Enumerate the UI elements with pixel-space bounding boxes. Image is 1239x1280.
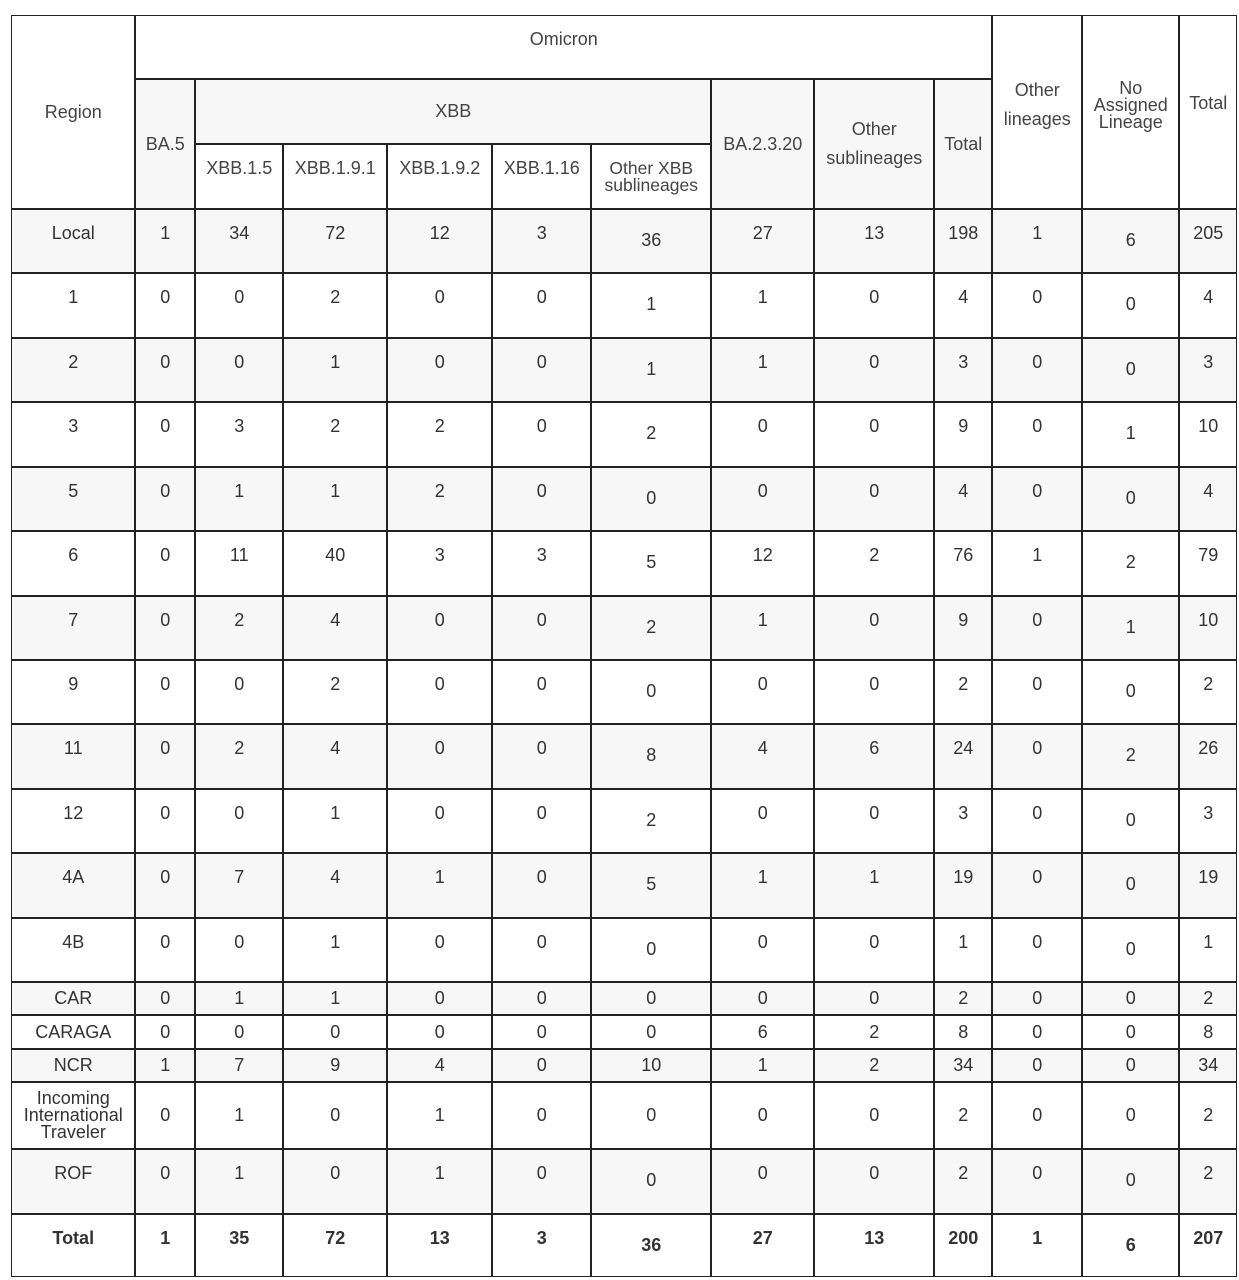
cell-other-sublineages: 0 bbox=[814, 402, 934, 467]
cell-region: 1 bbox=[11, 273, 135, 338]
cell-no-assigned-lineage: 0 bbox=[1082, 1149, 1179, 1214]
cell-xbb-1-5: 1 bbox=[195, 1082, 283, 1149]
cell-other-lineages: 1 bbox=[992, 209, 1082, 273]
cell-total: 2 bbox=[1179, 1149, 1237, 1214]
cell-ba-2-3-20: 1 bbox=[711, 273, 814, 338]
cell-total: 10 bbox=[1179, 402, 1237, 467]
cell-total: 79 bbox=[1179, 531, 1237, 596]
cell-xbb-1-9-1: 40 bbox=[283, 531, 387, 596]
cell-total: 2 bbox=[1179, 1082, 1237, 1149]
cell-ba-2-3-20: 12 bbox=[711, 531, 814, 596]
cell-total: 3 bbox=[1179, 338, 1237, 402]
cell-other-sublineages: 2 bbox=[814, 531, 934, 596]
cell-total: 3 bbox=[1179, 789, 1237, 853]
cell-total: 2 bbox=[1179, 982, 1237, 1015]
cell-other-lineages: 0 bbox=[992, 1082, 1082, 1149]
cell-ba-2-3-20: 0 bbox=[711, 660, 814, 724]
cell-other-sublineages: 0 bbox=[814, 338, 934, 402]
cell-no-assigned-lineage: 1 bbox=[1082, 596, 1179, 660]
cell-no-assigned-lineage: 0 bbox=[1082, 982, 1179, 1015]
cell-total: 8 bbox=[1179, 1015, 1237, 1049]
cell-total: 10 bbox=[1179, 596, 1237, 660]
cell-other-xbb: 2 bbox=[591, 789, 711, 853]
cell-region: ROF bbox=[11, 1149, 135, 1214]
header-total: Total bbox=[1179, 15, 1237, 209]
cell-xbb-1-9-2: 0 bbox=[387, 1015, 492, 1049]
cell-no-assigned-lineage: 0 bbox=[1082, 918, 1179, 982]
cell-xbb-1-9-2: 1 bbox=[387, 853, 492, 918]
cell-xbb-1-16: 0 bbox=[492, 853, 591, 918]
cell-region: 5 bbox=[11, 467, 135, 531]
cell-ba-2-3-20: 0 bbox=[711, 982, 814, 1015]
cell-omicron-total: 4 bbox=[934, 273, 992, 338]
cell-other-sublineages: 0 bbox=[814, 1082, 934, 1149]
cell-other-lineages: 0 bbox=[992, 338, 1082, 402]
header-xbb-1-5: XBB.1.5 bbox=[195, 144, 283, 209]
cell-omicron-total: 2 bbox=[934, 1082, 992, 1149]
header-no-assigned-lineage: No Assigned Lineage bbox=[1082, 15, 1179, 209]
cell-other-lineages: 0 bbox=[992, 853, 1082, 918]
cell-ba5: 0 bbox=[135, 918, 195, 982]
cell-omicron-total: 198 bbox=[934, 209, 992, 273]
cell-other-lineages: 0 bbox=[992, 982, 1082, 1015]
cell-other-xbb: 8 bbox=[591, 724, 711, 789]
cell-no-assigned-lineage: 0 bbox=[1082, 853, 1179, 918]
cell-ba-2-3-20: 1 bbox=[711, 596, 814, 660]
cell-no-assigned-lineage: 1 bbox=[1082, 402, 1179, 467]
cell-other-lineages: 0 bbox=[992, 1149, 1082, 1214]
cell-ba-2-3-20: 0 bbox=[711, 1149, 814, 1214]
cell-no-assigned-lineage: 0 bbox=[1082, 789, 1179, 853]
cell-omicron-total: 9 bbox=[934, 596, 992, 660]
cell-xbb-1-5: 34 bbox=[195, 209, 283, 273]
cell-xbb-1-9-2: 2 bbox=[387, 467, 492, 531]
cell-xbb-1-9-1: 1 bbox=[283, 918, 387, 982]
cell-region: 4A bbox=[11, 853, 135, 918]
cell-xbb-1-9-1: 0 bbox=[283, 1015, 387, 1049]
header-xbb-1-16: XBB.1.16 bbox=[492, 144, 591, 209]
cell-region: Total bbox=[11, 1214, 135, 1277]
cell-xbb-1-9-2: 0 bbox=[387, 338, 492, 402]
cell-xbb-1-16: 0 bbox=[492, 1082, 591, 1149]
cell-other-xbb: 2 bbox=[591, 596, 711, 660]
cell-ba-2-3-20: 1 bbox=[711, 853, 814, 918]
cell-xbb-1-16: 0 bbox=[492, 596, 591, 660]
cell-other-sublineages: 0 bbox=[814, 660, 934, 724]
cell-omicron-total: 24 bbox=[934, 724, 992, 789]
cell-xbb-1-9-1: 72 bbox=[283, 209, 387, 273]
cell-ba-2-3-20: 1 bbox=[711, 1049, 814, 1082]
cell-omicron-total: 2 bbox=[934, 660, 992, 724]
cell-xbb-1-9-2: 3 bbox=[387, 531, 492, 596]
cell-xbb-1-9-1: 72 bbox=[283, 1214, 387, 1277]
cell-no-assigned-lineage: 2 bbox=[1082, 724, 1179, 789]
cell-xbb-1-9-1: 4 bbox=[283, 724, 387, 789]
cell-no-assigned-lineage: 2 bbox=[1082, 531, 1179, 596]
cell-xbb-1-9-2: 0 bbox=[387, 273, 492, 338]
cell-ba-2-3-20: 0 bbox=[711, 467, 814, 531]
header-omicron: Omicron bbox=[135, 15, 992, 79]
cell-xbb-1-5: 0 bbox=[195, 273, 283, 338]
cell-region: Incoming International Traveler bbox=[11, 1082, 135, 1149]
cell-region: 3 bbox=[11, 402, 135, 467]
cell-ba5: 0 bbox=[135, 467, 195, 531]
cell-ba-2-3-20: 0 bbox=[711, 1082, 814, 1149]
cell-ba5: 0 bbox=[135, 531, 195, 596]
cell-other-lineages: 0 bbox=[992, 1015, 1082, 1049]
cell-ba5: 1 bbox=[135, 1214, 195, 1277]
cell-xbb-1-9-2: 0 bbox=[387, 724, 492, 789]
cell-region: CARAGA bbox=[11, 1015, 135, 1049]
cell-xbb-1-9-2: 12 bbox=[387, 209, 492, 273]
cell-no-assigned-lineage: 0 bbox=[1082, 1082, 1179, 1149]
cell-xbb-1-16: 0 bbox=[492, 467, 591, 531]
cell-xbb-1-16: 0 bbox=[492, 724, 591, 789]
cell-xbb-1-9-1: 9 bbox=[283, 1049, 387, 1082]
cell-other-xbb: 36 bbox=[591, 1214, 711, 1277]
cell-total: 1 bbox=[1179, 918, 1237, 982]
cell-xbb-1-16: 3 bbox=[492, 531, 591, 596]
cell-xbb-1-16: 0 bbox=[492, 402, 591, 467]
cell-ba-2-3-20: 1 bbox=[711, 338, 814, 402]
cell-xbb-1-9-1: 1 bbox=[283, 789, 387, 853]
cell-xbb-1-5: 7 bbox=[195, 853, 283, 918]
cell-no-assigned-lineage: 0 bbox=[1082, 338, 1179, 402]
cell-region: 9 bbox=[11, 660, 135, 724]
cell-omicron-total: 2 bbox=[934, 982, 992, 1015]
cell-omicron-total: 200 bbox=[934, 1214, 992, 1277]
cell-xbb-1-9-1: 4 bbox=[283, 853, 387, 918]
cell-ba-2-3-20: 6 bbox=[711, 1015, 814, 1049]
cell-ba5: 1 bbox=[135, 209, 195, 273]
cell-ba5: 0 bbox=[135, 1015, 195, 1049]
cell-other-sublineages: 0 bbox=[814, 467, 934, 531]
header-region: Region bbox=[11, 15, 135, 209]
cell-no-assigned-lineage: 6 bbox=[1082, 209, 1179, 273]
header-other-lineages: Other lineages bbox=[992, 15, 1082, 209]
cell-other-xbb: 2 bbox=[591, 402, 711, 467]
cell-xbb-1-5: 11 bbox=[195, 531, 283, 596]
cell-region: 7 bbox=[11, 596, 135, 660]
cell-total: 4 bbox=[1179, 467, 1237, 531]
cell-no-assigned-lineage: 0 bbox=[1082, 467, 1179, 531]
header-omicron-total: Total bbox=[934, 79, 992, 209]
cell-xbb-1-9-1: 2 bbox=[283, 402, 387, 467]
cell-ba5: 0 bbox=[135, 338, 195, 402]
cell-xbb-1-9-1: 1 bbox=[283, 338, 387, 402]
cell-no-assigned-lineage: 0 bbox=[1082, 1049, 1179, 1082]
cell-xbb-1-5: 3 bbox=[195, 402, 283, 467]
cell-xbb-1-16: 3 bbox=[492, 209, 591, 273]
cell-omicron-total: 2 bbox=[934, 1149, 992, 1214]
cell-ba-2-3-20: 4 bbox=[711, 724, 814, 789]
cell-region: 6 bbox=[11, 531, 135, 596]
cell-other-lineages: 0 bbox=[992, 1049, 1082, 1082]
cell-total: 207 bbox=[1179, 1214, 1237, 1277]
cell-ba5: 0 bbox=[135, 402, 195, 467]
cell-other-lineages: 0 bbox=[992, 273, 1082, 338]
cell-total: 34 bbox=[1179, 1049, 1237, 1082]
header-other-sublineages: Other sublineages bbox=[814, 79, 934, 209]
cell-other-lineages: 0 bbox=[992, 596, 1082, 660]
cell-no-assigned-lineage: 6 bbox=[1082, 1214, 1179, 1277]
cell-ba5: 0 bbox=[135, 596, 195, 660]
cell-other-xbb: 0 bbox=[591, 660, 711, 724]
cell-ba5: 0 bbox=[135, 724, 195, 789]
cell-xbb-1-5: 0 bbox=[195, 1015, 283, 1049]
cell-xbb-1-9-1: 2 bbox=[283, 273, 387, 338]
cell-xbb-1-9-2: 1 bbox=[387, 1149, 492, 1214]
cell-region: 4B bbox=[11, 918, 135, 982]
cell-xbb-1-5: 0 bbox=[195, 918, 283, 982]
cell-ba-2-3-20: 27 bbox=[711, 209, 814, 273]
cell-other-xbb: 0 bbox=[591, 1082, 711, 1149]
cell-no-assigned-lineage: 0 bbox=[1082, 1015, 1179, 1049]
cell-no-assigned-lineage: 0 bbox=[1082, 273, 1179, 338]
cell-other-sublineages: 6 bbox=[814, 724, 934, 789]
cell-xbb-1-5: 1 bbox=[195, 1149, 283, 1214]
cell-other-lineages: 0 bbox=[992, 918, 1082, 982]
cell-xbb-1-5: 0 bbox=[195, 338, 283, 402]
cell-ba-2-3-20: 0 bbox=[711, 918, 814, 982]
cell-omicron-total: 34 bbox=[934, 1049, 992, 1082]
cell-xbb-1-16: 0 bbox=[492, 1049, 591, 1082]
cell-xbb-1-5: 0 bbox=[195, 789, 283, 853]
cell-ba5: 0 bbox=[135, 853, 195, 918]
cell-omicron-total: 1 bbox=[934, 918, 992, 982]
cell-xbb-1-5: 1 bbox=[195, 982, 283, 1015]
cell-xbb-1-5: 0 bbox=[195, 660, 283, 724]
cell-xbb-1-9-2: 0 bbox=[387, 918, 492, 982]
cell-other-sublineages: 2 bbox=[814, 1015, 934, 1049]
cell-xbb-1-16: 0 bbox=[492, 660, 591, 724]
cell-other-lineages: 1 bbox=[992, 531, 1082, 596]
cell-xbb-1-16: 3 bbox=[492, 1214, 591, 1277]
header-xbb-1-9-2: XBB.1.9.2 bbox=[387, 144, 492, 209]
cell-other-lineages: 1 bbox=[992, 1214, 1082, 1277]
cell-xbb-1-9-2: 0 bbox=[387, 789, 492, 853]
cell-ba-2-3-20: 0 bbox=[711, 402, 814, 467]
cell-xbb-1-9-2: 0 bbox=[387, 660, 492, 724]
cell-ba5: 0 bbox=[135, 1149, 195, 1214]
cell-region: CAR bbox=[11, 982, 135, 1015]
cell-other-sublineages: 0 bbox=[814, 596, 934, 660]
cell-xbb-1-9-1: 1 bbox=[283, 467, 387, 531]
cell-region: 12 bbox=[11, 789, 135, 853]
header-ba5: BA.5 bbox=[135, 79, 195, 209]
cell-other-xbb: 0 bbox=[591, 982, 711, 1015]
cell-omicron-total: 8 bbox=[934, 1015, 992, 1049]
cell-other-lineages: 0 bbox=[992, 724, 1082, 789]
cell-total: 26 bbox=[1179, 724, 1237, 789]
cell-xbb-1-9-2: 4 bbox=[387, 1049, 492, 1082]
cell-region: NCR bbox=[11, 1049, 135, 1082]
cell-region: Local bbox=[11, 209, 135, 273]
cell-xbb-1-16: 0 bbox=[492, 789, 591, 853]
cell-other-xbb: 0 bbox=[591, 918, 711, 982]
cell-other-sublineages: 0 bbox=[814, 918, 934, 982]
cell-other-sublineages: 0 bbox=[814, 273, 934, 338]
header-xbb-1-9-1: XBB.1.9.1 bbox=[283, 144, 387, 209]
cell-other-sublineages: 2 bbox=[814, 1049, 934, 1082]
header-xbb: XBB bbox=[195, 79, 711, 144]
cell-region: 11 bbox=[11, 724, 135, 789]
cell-ba-2-3-20: 0 bbox=[711, 789, 814, 853]
cell-other-lineages: 0 bbox=[992, 467, 1082, 531]
cell-xbb-1-16: 0 bbox=[492, 338, 591, 402]
cell-xbb-1-9-2: 2 bbox=[387, 402, 492, 467]
cell-xbb-1-9-2: 13 bbox=[387, 1214, 492, 1277]
cell-xbb-1-9-2: 0 bbox=[387, 982, 492, 1015]
cell-xbb-1-9-2: 1 bbox=[387, 1082, 492, 1149]
cell-omicron-total: 3 bbox=[934, 789, 992, 853]
cell-xbb-1-16: 0 bbox=[492, 273, 591, 338]
cell-other-xbb: 1 bbox=[591, 338, 711, 402]
cell-omicron-total: 9 bbox=[934, 402, 992, 467]
cell-xbb-1-5: 2 bbox=[195, 724, 283, 789]
cell-xbb-1-9-1: 1 bbox=[283, 982, 387, 1015]
cell-other-sublineages: 1 bbox=[814, 853, 934, 918]
cell-xbb-1-9-1: 0 bbox=[283, 1082, 387, 1149]
cell-xbb-1-9-2: 0 bbox=[387, 596, 492, 660]
cell-xbb-1-16: 0 bbox=[492, 918, 591, 982]
cell-other-sublineages: 0 bbox=[814, 789, 934, 853]
cell-other-sublineages: 0 bbox=[814, 982, 934, 1015]
cell-other-sublineages: 13 bbox=[814, 209, 934, 273]
cell-other-xbb: 0 bbox=[591, 467, 711, 531]
cell-xbb-1-16: 0 bbox=[492, 982, 591, 1015]
header-ba-2-3-20: BA.2.3.20 bbox=[711, 79, 814, 209]
cell-no-assigned-lineage: 0 bbox=[1082, 660, 1179, 724]
cell-omicron-total: 19 bbox=[934, 853, 992, 918]
cell-other-lineages: 0 bbox=[992, 402, 1082, 467]
cell-other-lineages: 0 bbox=[992, 789, 1082, 853]
cell-total: 4 bbox=[1179, 273, 1237, 338]
cell-xbb-1-16: 0 bbox=[492, 1149, 591, 1214]
cell-omicron-total: 3 bbox=[934, 338, 992, 402]
cell-xbb-1-9-1: 4 bbox=[283, 596, 387, 660]
cell-xbb-1-5: 2 bbox=[195, 596, 283, 660]
cell-xbb-1-5: 35 bbox=[195, 1214, 283, 1277]
cell-other-xbb: 0 bbox=[591, 1015, 711, 1049]
cell-ba5: 0 bbox=[135, 660, 195, 724]
header-other-xbb-sublineages: Other XBB sublineages bbox=[591, 144, 711, 209]
cell-omicron-total: 76 bbox=[934, 531, 992, 596]
cell-other-xbb: 5 bbox=[591, 853, 711, 918]
cell-ba5: 0 bbox=[135, 789, 195, 853]
cell-other-xbb: 0 bbox=[591, 1149, 711, 1214]
cell-other-sublineages: 0 bbox=[814, 1149, 934, 1214]
cell-other-xbb: 1 bbox=[591, 273, 711, 338]
cell-region: 2 bbox=[11, 338, 135, 402]
cell-other-xbb: 36 bbox=[591, 209, 711, 273]
cell-omicron-total: 4 bbox=[934, 467, 992, 531]
cell-other-lineages: 0 bbox=[992, 660, 1082, 724]
cell-xbb-1-9-1: 0 bbox=[283, 1149, 387, 1214]
cell-other-xbb: 5 bbox=[591, 531, 711, 596]
cell-total: 205 bbox=[1179, 209, 1237, 273]
cell-xbb-1-16: 0 bbox=[492, 1015, 591, 1049]
cell-total: 2 bbox=[1179, 660, 1237, 724]
cell-ba5: 0 bbox=[135, 1082, 195, 1149]
cell-ba5: 1 bbox=[135, 1049, 195, 1082]
cell-xbb-1-5: 1 bbox=[195, 467, 283, 531]
cell-other-sublineages: 13 bbox=[814, 1214, 934, 1277]
cell-ba5: 0 bbox=[135, 982, 195, 1015]
cell-ba5: 0 bbox=[135, 273, 195, 338]
cell-xbb-1-9-1: 2 bbox=[283, 660, 387, 724]
cell-other-xbb: 10 bbox=[591, 1049, 711, 1082]
cell-xbb-1-5: 7 bbox=[195, 1049, 283, 1082]
cell-total: 19 bbox=[1179, 853, 1237, 918]
cell-ba-2-3-20: 27 bbox=[711, 1214, 814, 1277]
